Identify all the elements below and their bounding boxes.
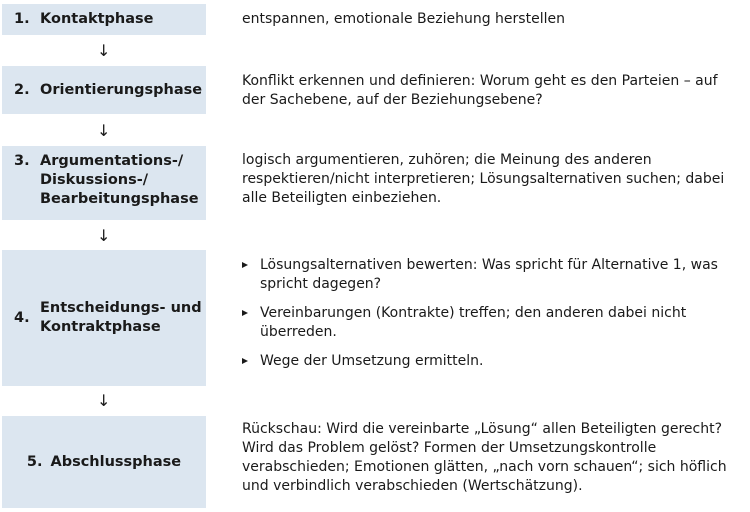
phase-number: 4. <box>14 309 30 326</box>
phase-label: Argumentations-/ Diskussions-/ Bearbeitungsphase <box>40 153 199 207</box>
down-arrow-icon: ↓ <box>97 41 111 60</box>
triangle-bullet-icon <box>242 310 248 316</box>
phase-label: Abschlussphase <box>50 453 182 470</box>
phase-label: Entscheidungs- und Kontraktphase <box>40 300 202 335</box>
phase-description-5: Rückschau: Wird die vereinbarte „Lösung“ allen Beteiligten gerecht? Wird das Problem gelöst? Formen der Umsetzungskontrolle verabschieden; Emotionen glätten, „nach vorn schauen“; sich höflich und verbindlich verabschieden (Wertschätzung). <box>242 421 727 494</box>
list-item <box>242 304 742 342</box>
bullet-text: Wege der Umsetzung ermitteln. <box>260 353 484 369</box>
phase-number: 2. <box>14 81 30 98</box>
phase-box-5 <box>2 416 206 508</box>
phase-label: Kontaktphase <box>40 11 154 27</box>
list-item <box>242 352 742 371</box>
bullet-text: Lösungsalternativen bewerten: Was spricht für Alternative 1, was spricht dagegen? <box>260 257 718 292</box>
phase-description-3: logisch argumentieren, zuhören; die Meinung des anderen respektieren/nicht interpretieren; Lösungsalternativen suchen; dabei alle Beteiligten einbeziehen. <box>242 152 725 206</box>
phase-box-4 <box>2 250 206 386</box>
phase-box-3 <box>2 146 206 220</box>
phase-label: Orientierungsphase <box>40 81 203 98</box>
phase-box-2 <box>2 66 206 114</box>
phase-number: 5. <box>26 453 43 470</box>
phase-description-2: Konflikt erkennen und definieren: Worum geht es den Parteien – auf der Sachebene, auf der Beziehungsebene? <box>242 73 718 108</box>
phase-box-1 <box>2 4 206 35</box>
triangle-bullet-icon <box>242 358 248 364</box>
down-arrow-icon: ↓ <box>97 391 111 410</box>
phase-number: 3. <box>14 153 30 169</box>
down-arrow-icon: ↓ <box>97 121 111 140</box>
bullet-text: Vereinbarungen (Kontrakte) treffen; den anderen dabei nicht überreden. <box>260 305 687 340</box>
phase-number: 1. <box>14 11 30 27</box>
phase-description-1: entspannen, emotionale Beziehung herstellen <box>242 11 565 27</box>
down-arrow-icon: ↓ <box>97 226 111 245</box>
phase-bullet-list-4 <box>242 256 742 381</box>
triangle-bullet-icon <box>242 262 248 268</box>
list-item <box>242 256 742 294</box>
